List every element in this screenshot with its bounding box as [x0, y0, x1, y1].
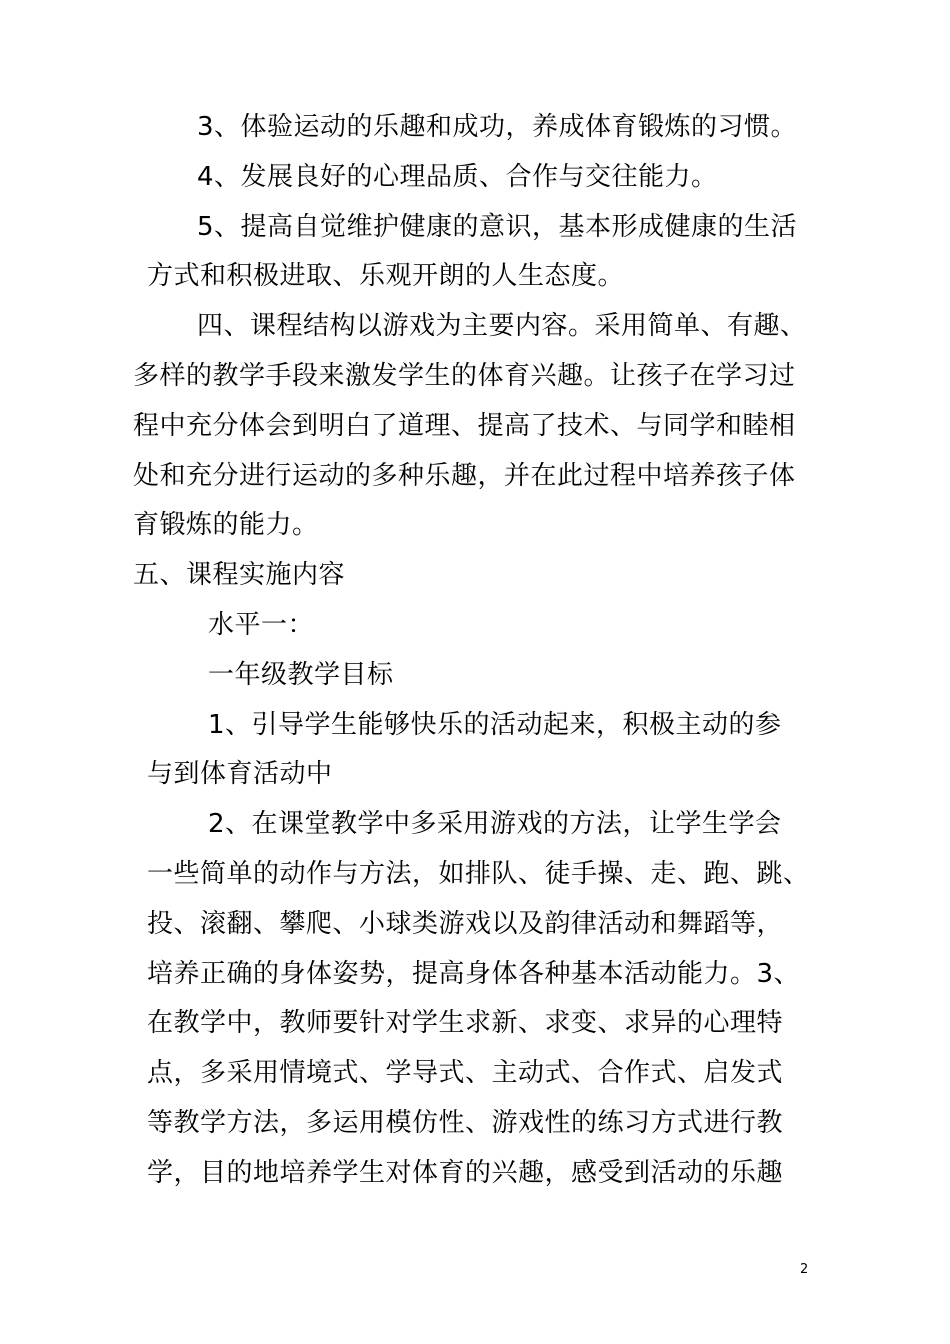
text-line: 5、提高自觉维护健康的意识，基本形成健康的生活: [197, 212, 798, 242]
text-line: 四、课程结构以游戏为主要内容。采用简单、有趣、: [197, 311, 807, 341]
text-line: 3、体验运动的乐趣和成功，养成体育锻炼的习惯。: [197, 112, 798, 142]
text-line: 2、在课堂教学中多采用游戏的方法，让学生学会: [208, 809, 782, 839]
text-line: 方式和积极进取、乐观开朗的人生态度。: [147, 261, 625, 291]
subheading: 一年级教学目标: [208, 660, 394, 690]
text-line: 学，目的地培养学生对体育的兴趣，感受到活动的乐趣: [147, 1158, 784, 1188]
text-line: 培养正确的身体姿势，提高身体各种基本活动能力。3、: [147, 959, 801, 989]
section-heading: 五、课程实施内容: [133, 560, 346, 590]
text-line: 处和充分进行运动的多种乐趣，并在此过程中培养孩子体: [133, 461, 796, 491]
text-line: 4、发展良好的心理品质、合作与交往能力。: [197, 162, 718, 192]
subheading: 水平一：: [208, 610, 315, 640]
text-line: 多样的教学手段来激发学生的体育兴趣。让孩子在学习过: [133, 361, 796, 391]
page-number: 2: [800, 1262, 809, 1277]
text-line: 育锻炼的能力。: [133, 510, 319, 540]
text-line: 1、引导学生能够快乐的活动起来，积极主动的参: [208, 710, 782, 740]
text-line: 等教学方法，多运用模仿性、游戏性的练习方式进行教: [147, 1108, 784, 1138]
text-line: 一些简单的动作与方法，如排队、徒手操、走、跑、跳、: [147, 859, 810, 889]
text-line: 点，多采用情境式、学导式、主动式、合作式、启发式: [147, 1058, 784, 1088]
text-line: 投、滚翻、攀爬、小球类游戏以及韵律活动和舞蹈等，: [147, 909, 784, 939]
text-line: 与到体育活动中: [147, 759, 333, 789]
text-line: 程中充分体会到明白了道理、提高了技术、与同学和睦相: [133, 411, 796, 441]
text-line: 在教学中，教师要针对学生求新、求变、求异的心理特: [147, 1008, 784, 1038]
